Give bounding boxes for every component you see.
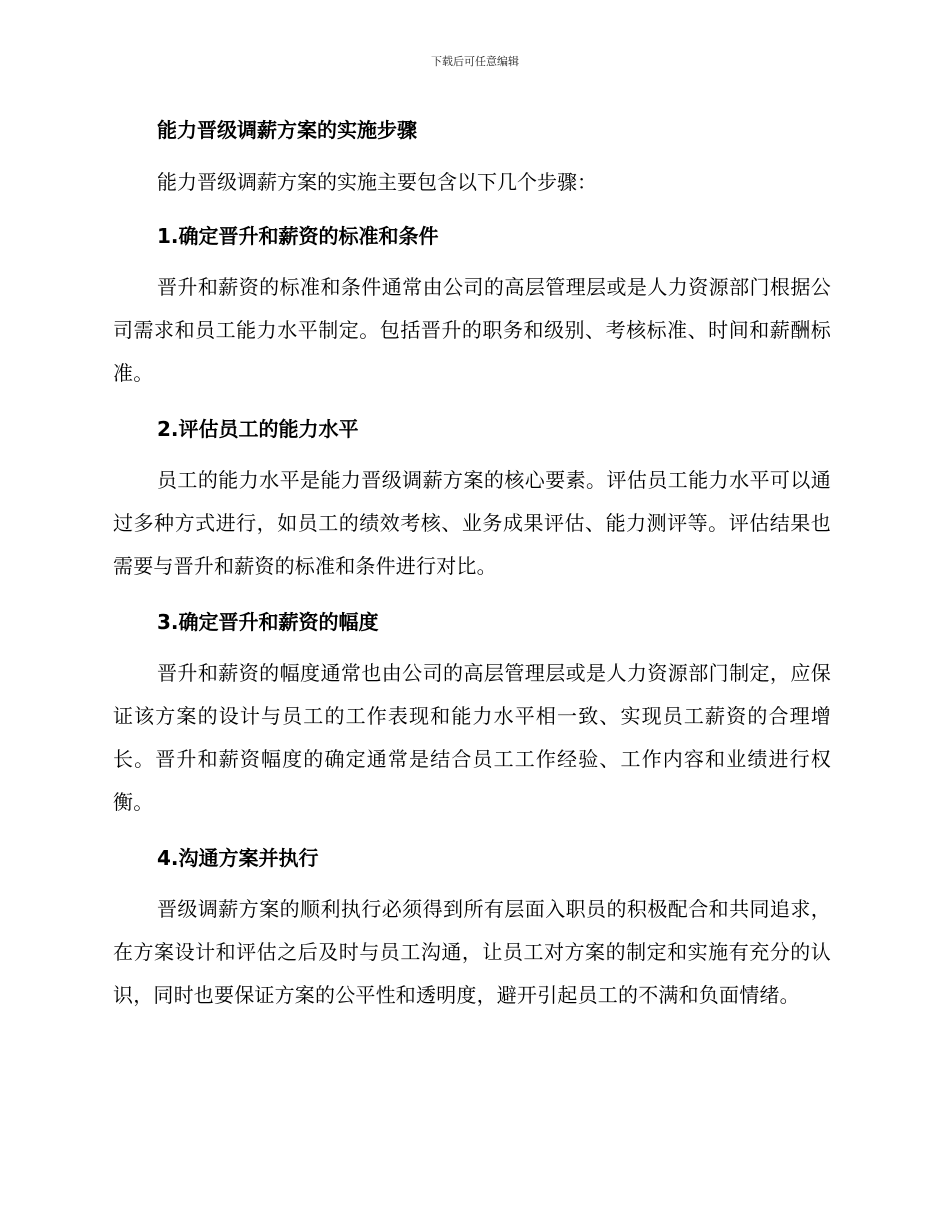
step-3-body: 晋升和薪资的幅度通常也由公司的高层管理层或是人力资源部门制定，应保证该方案的设计与员工的工作表现和能力水平相一致、实现员工薪资的合理增长。晋升和薪资幅度的确定通常是结合员工工作经验、工作内容和业绩进行权衡。 (113, 661, 831, 814)
step-2-body: 员工的能力水平是能力晋级调薪方案的核心要素。评估员工能力水平可以通过多种方式进行，如员工的绩效考核、业务成果评估、能力测评等。评估结果也需要与晋升和薪资的标准和条件进行对比。 (113, 468, 831, 578)
step-3-title: 3.确定晋升和薪资的幅度 (157, 610, 379, 634)
document-title: 能力晋级调薪方案的实施步骤 (157, 118, 417, 142)
step-4-body: 晋级调薪方案的顺利执行必须得到所有层面入职员的积极配合和共同追求，在方案设计和评估之后及时与员工沟通，让员工对方案的制定和实施有充分的认识，同时也要保证方案的公平性和透明度，避开引起员工的不满和负面情绪。 (113, 897, 831, 1007)
document-body (113, 110, 831, 1017)
step-1-title: 1.确定晋升和薪资的标准和条件 (157, 224, 439, 248)
intro-paragraph: 能力晋级调薪方案的实施主要包含以下几个步骤： (157, 170, 597, 194)
step-4-title: 4.沟通方案并执行 (157, 846, 319, 870)
page-header: 下载后可任意编辑 (431, 55, 519, 68)
step-2-title: 2.评估员工的能力水平 (157, 417, 359, 441)
step-1-body: 晋升和薪资的标准和条件通常由公司的高层管理层或是人力资源部门根据公司需求和员工能力水平制定。包括晋升的职务和级别、考核标准、时间和薪酬标准。 (113, 275, 831, 385)
